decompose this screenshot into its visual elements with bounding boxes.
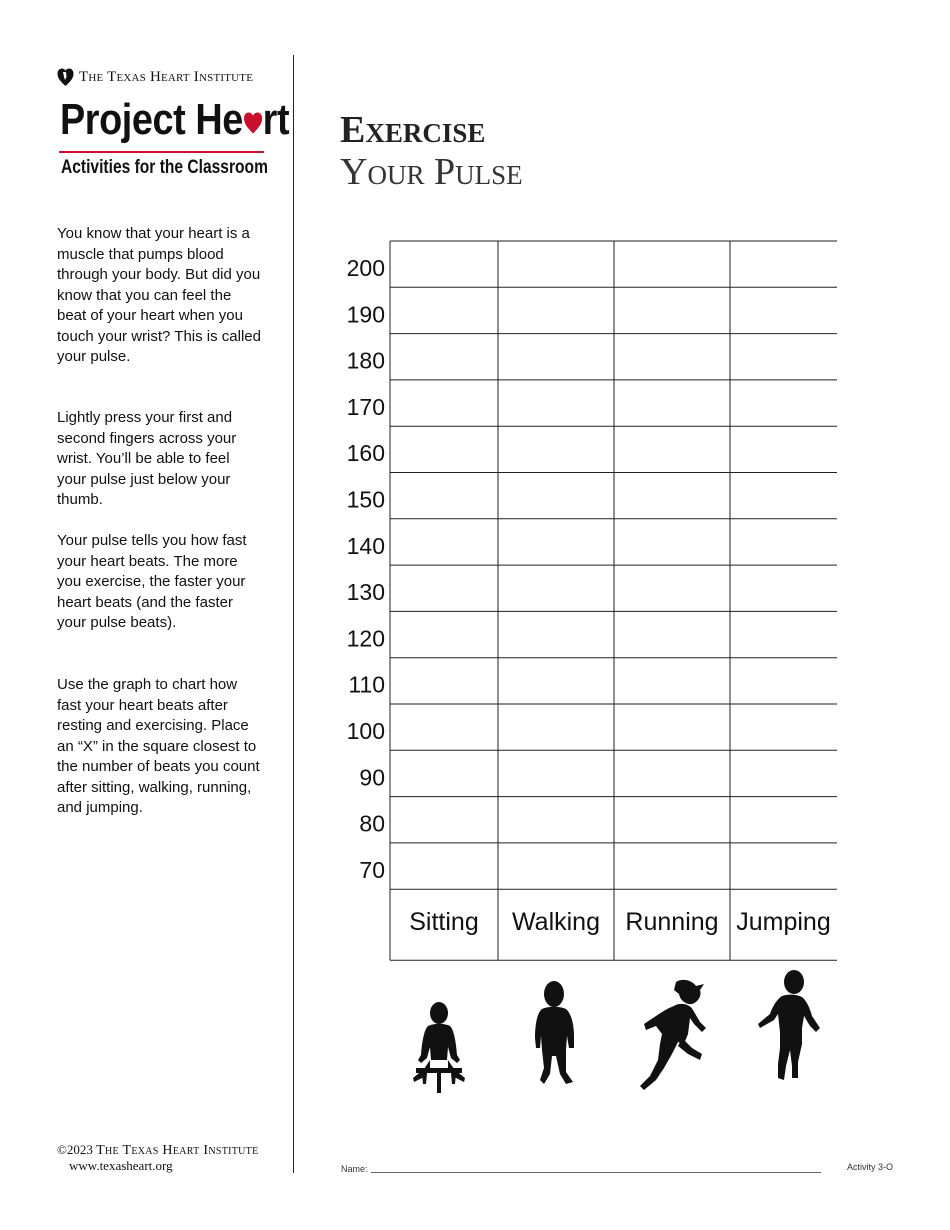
copyright-notice	[57, 1142, 258, 1159]
title-your-pulse: Your Pulse	[340, 151, 523, 193]
project-title-text-pre: Project He	[60, 95, 243, 144]
title-rule	[59, 151, 264, 153]
jumping-child-figure	[756, 970, 822, 1085]
grid-cell-running-200[interactable]	[614, 241, 730, 287]
grid-cell-running-150[interactable]	[614, 473, 730, 519]
title-exercise: Exercise	[340, 109, 486, 151]
running-child-figure	[636, 978, 708, 1093]
grid-cell-jumping-150[interactable]	[730, 473, 837, 519]
grid-cell-walking-70[interactable]	[498, 843, 614, 889]
grid-cell-jumping-200[interactable]	[730, 241, 837, 287]
grid-cell-sitting-110[interactable]	[390, 658, 498, 704]
sitting-child-figure	[410, 1000, 468, 1095]
grid-cell-jumping-90[interactable]	[730, 750, 837, 796]
grid-cell-sitting-80[interactable]	[390, 797, 498, 843]
copyright-org: The Texas Heart Institute	[96, 1143, 259, 1158]
grid-cell-running-190[interactable]	[614, 287, 730, 333]
grid-cell-jumping-140[interactable]	[730, 519, 837, 565]
grid-cell-running-100[interactable]	[614, 704, 730, 750]
grid-cell-jumping-110[interactable]	[730, 658, 837, 704]
y-tick-label: 110	[348, 671, 385, 698]
instructions-paragraph: Lightly press your first and second fingers across your wrist. You’ll be able to feel your pulse just below your thumb.	[57, 409, 237, 508]
grid-cell-sitting-130[interactable]	[390, 565, 498, 611]
category-label-walking: Walking	[512, 908, 600, 937]
grid-cell-walking-80[interactable]	[498, 797, 614, 843]
grid-cell-running-180[interactable]	[614, 334, 730, 380]
grid-cell-walking-180[interactable]	[498, 334, 614, 380]
grid-cell-sitting-180[interactable]	[390, 334, 498, 380]
y-tick-label: 80	[359, 810, 385, 837]
grid-cell-jumping-70[interactable]	[730, 843, 837, 889]
y-tick-label: 70	[359, 856, 385, 883]
heart-logo-icon	[57, 68, 74, 87]
website-url[interactable]: www.texasheart.org	[69, 1158, 173, 1173]
grid-cell-jumping-100[interactable]	[730, 704, 837, 750]
graph-instructions-paragraph: Use the graph to chart how fast your heart beats after resting and exercising. Place an “X” in the square closest to the number of beats you count after sitting, walking, running, and jumping.	[57, 676, 260, 816]
grid-cell-jumping-80[interactable]	[730, 797, 837, 843]
grid-cell-sitting-100[interactable]	[390, 704, 498, 750]
y-tick-label: 140	[346, 532, 385, 559]
grid-cell-walking-130[interactable]	[498, 565, 614, 611]
grid-cell-walking-150[interactable]	[498, 473, 614, 519]
walking-child-figure	[530, 980, 580, 1090]
grid-cell-walking-110[interactable]	[498, 658, 614, 704]
grid-cell-jumping-120[interactable]	[730, 611, 837, 657]
grid-cell-jumping-160[interactable]	[730, 426, 837, 472]
grid-cell-jumping-190[interactable]	[730, 287, 837, 333]
grid-cell-sitting-150[interactable]	[390, 473, 498, 519]
category-label-jumping: Jumping	[736, 908, 831, 937]
grid-cell-running-80[interactable]	[614, 797, 730, 843]
grid-cell-walking-120[interactable]	[498, 611, 614, 657]
grid-cell-walking-170[interactable]	[498, 380, 614, 426]
grid-cell-running-140[interactable]	[614, 519, 730, 565]
grid-cell-running-170[interactable]	[614, 380, 730, 426]
grid-cell-walking-90[interactable]	[498, 750, 614, 796]
pulse-paragraph: Your pulse tells you how fast your heart beats. The more you exercise, the faster your heart beats (and the faster your pulse beats).	[57, 532, 247, 631]
grid-cell-running-110[interactable]	[614, 658, 730, 704]
project-heart-title	[60, 95, 290, 145]
grid-cell-sitting-200[interactable]	[390, 241, 498, 287]
grid-cell-running-90[interactable]	[614, 750, 730, 796]
red-heart-icon	[243, 111, 263, 135]
institute-name: The Texas Heart Institute	[79, 69, 254, 85]
intro-paragraph: You know that your heart is a muscle that pumps blood through your body. But did you know that you can feel the beat of your heart when you touch your wrist? This is called your pulse.	[57, 225, 261, 365]
category-label-running: Running	[625, 908, 719, 937]
y-tick-label: 130	[346, 579, 385, 606]
grid-cell-walking-160[interactable]	[498, 426, 614, 472]
y-tick-label: 150	[346, 486, 385, 513]
y-tick-label: 170	[346, 393, 385, 420]
grid-cell-walking-190[interactable]	[498, 287, 614, 333]
grid-cell-sitting-190[interactable]	[390, 287, 498, 333]
y-tick-label: 180	[346, 347, 385, 374]
grid-cell-sitting-140[interactable]	[390, 519, 498, 565]
grid-cell-walking-100[interactable]	[498, 704, 614, 750]
y-tick-label: 120	[346, 625, 385, 652]
grid-cell-running-130[interactable]	[614, 565, 730, 611]
y-tick-label: 100	[346, 718, 385, 744]
institute-logo	[57, 68, 253, 87]
sidebar-divider	[293, 55, 294, 1173]
activities-subtitle: Activities for the Classroom	[61, 157, 268, 178]
grid-cell-running-120[interactable]	[614, 611, 730, 657]
grid-cell-walking-200[interactable]	[498, 241, 614, 287]
grid-cell-jumping-130[interactable]	[730, 565, 837, 611]
y-tick-label: 190	[346, 301, 385, 328]
activity-code: Activity 3-O	[847, 1162, 894, 1172]
name-field-line[interactable]	[371, 1172, 821, 1173]
grid-cell-sitting-170[interactable]	[390, 380, 498, 426]
grid-cell-running-70[interactable]	[614, 843, 730, 889]
grid-cell-sitting-90[interactable]	[390, 750, 498, 796]
name-label: Name:	[341, 1164, 368, 1174]
grid-cell-sitting-120[interactable]	[390, 611, 498, 657]
grid-cell-sitting-160[interactable]	[390, 426, 498, 472]
copyright-year: ©2023	[57, 1142, 97, 1157]
grid-cell-running-160[interactable]	[614, 426, 730, 472]
grid-cell-sitting-70[interactable]	[390, 843, 498, 889]
category-label-sitting: Sitting	[409, 908, 479, 937]
project-title-text-post: rt	[262, 95, 290, 144]
y-tick-label: 200	[346, 255, 385, 281]
y-tick-label: 160	[346, 440, 385, 467]
grid-cell-jumping-180[interactable]	[730, 334, 837, 380]
grid-cell-walking-140[interactable]	[498, 519, 614, 565]
grid-cell-jumping-170[interactable]	[730, 380, 837, 426]
y-tick-label: 90	[359, 764, 385, 791]
